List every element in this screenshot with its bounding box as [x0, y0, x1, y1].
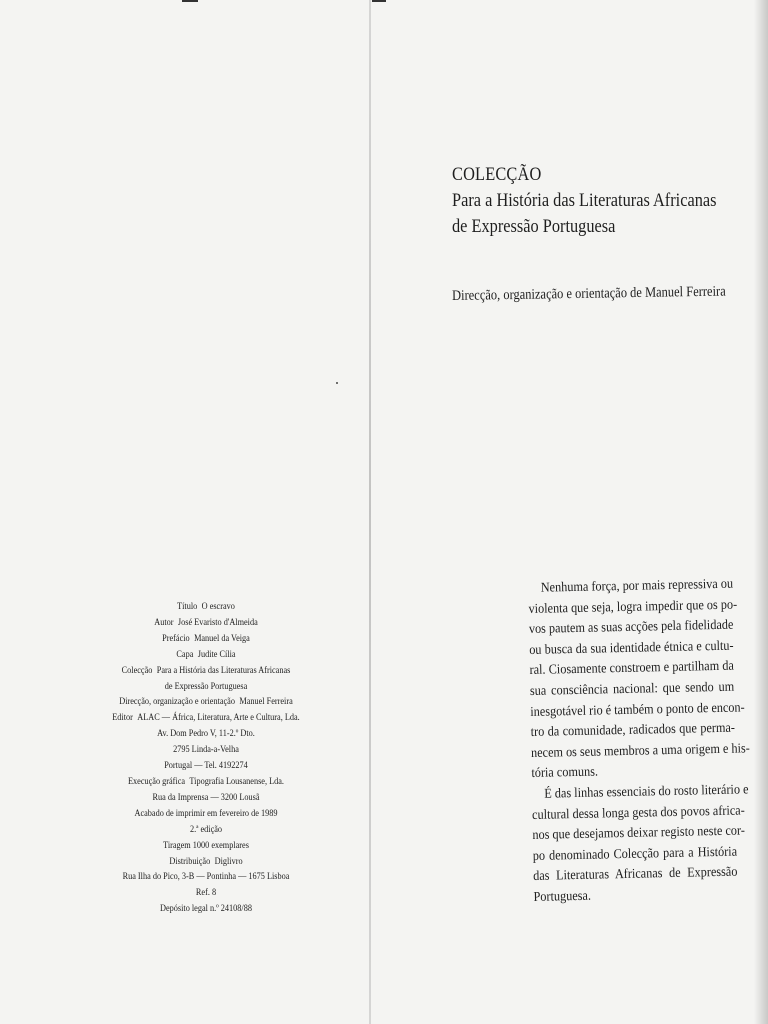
- direction-credit: Direcção, organização e orientação de Manuel Ferreira: [452, 283, 726, 304]
- intro-line-text: das Literaturas Africanas de Expressão: [533, 863, 738, 884]
- colophon-line: [88, 823, 324, 839]
- colophon-value: Manuel da Veiga: [194, 633, 250, 644]
- speck: [336, 382, 338, 384]
- intro-line-text: violenta que seja, logra impedir que os po-: [528, 596, 738, 616]
- colophon-line: [88, 743, 324, 759]
- colophon-value: Depósito legal n.º 24108/88: [160, 904, 252, 915]
- colophon-line: [88, 632, 324, 648]
- colophon-label: Editor: [112, 713, 133, 724]
- right-page: [370, 0, 768, 1024]
- colophon: [88, 600, 324, 918]
- colophon-line: [88, 711, 324, 727]
- collection-heading: COLECÇÃO: [452, 164, 542, 185]
- page-edge-shadow: [754, 0, 768, 1024]
- colophon-value: Tipografia Lousanense, Lda.: [189, 776, 284, 787]
- collection-subtitle-line1: Para a História das Literaturas Africanas: [452, 190, 717, 211]
- colophon-value: Ref. 8: [195, 888, 217, 899]
- colophon-value: Rua Ilha do Pico, 3-B — Pontinha — 1675 Lisboa: [122, 872, 290, 883]
- intro-line-text: po denominado Colecção para a História: [532, 843, 738, 863]
- intro-line-text: vos pautem as suas acções pela fidelidade: [528, 616, 734, 637]
- intro-line-text: ou busca da sua identidade étnica e cultu-: [529, 637, 734, 657]
- colophon-value: Para a História das Literaturas Africanas: [156, 665, 291, 676]
- colophon-line: [88, 664, 324, 680]
- colophon-value: Manuel Ferreira: [239, 697, 293, 708]
- colophon-label: Autor: [154, 617, 174, 628]
- left-page: [0, 0, 370, 1024]
- intro-line: [533, 882, 738, 907]
- intro-line-text: É das linhas essenciais do rosto literário e: [544, 781, 749, 801]
- collection-subtitle-line2: de Expressão Portuguesa: [452, 216, 616, 237]
- colophon-line: [88, 600, 324, 616]
- colophon-value: Portugal — Tel. 4192274: [164, 761, 248, 772]
- colophon-value: Diglivro: [214, 856, 243, 867]
- colophon-line: [88, 759, 324, 775]
- collection-title-block: [452, 162, 717, 240]
- colophon-value: José Evaristo d'Almeida: [177, 617, 258, 628]
- colophon-line: [88, 839, 324, 855]
- colophon-line: [88, 791, 324, 807]
- colophon-line: [88, 695, 324, 711]
- colophon-value: O escravo: [201, 602, 235, 612]
- colophon-line: [88, 870, 324, 886]
- colophon-value: 2.ª edição: [189, 824, 223, 835]
- colophon-line: [88, 616, 324, 632]
- colophon-label: Execução gráfica: [128, 776, 186, 787]
- intro-paragraph: [528, 574, 750, 908]
- colophon-label: Distribuição: [169, 856, 211, 867]
- colophon-label: Título: [177, 602, 198, 612]
- colophon-value: 2795 Linda-a-Velha: [173, 745, 239, 756]
- colophon-value: Tiragem 1000 exemplares: [163, 840, 249, 851]
- intro-line-text: nos que desejamos deixar registo neste cor-: [532, 822, 745, 843]
- colophon-label: Colecção: [121, 665, 153, 676]
- colophon-value: ALAC — África, Literatura, Arte e Cultura, Lda.: [137, 713, 300, 724]
- colophon-line: [88, 775, 324, 791]
- intro-line-text: tória comuns.: [531, 763, 599, 781]
- intro-line-text: inesgotável rio é também o ponto de encon-: [530, 698, 745, 719]
- colophon-line: [88, 855, 324, 871]
- colophon-line: [88, 886, 324, 902]
- colophon-value: Rua da Imprensa — 3200 Lousã: [152, 792, 260, 803]
- colophon-value: Judite Cília: [197, 649, 236, 660]
- colophon-label: Direcção, organização e orientação: [119, 697, 235, 708]
- colophon-line: [88, 727, 324, 743]
- colophon-label: Capa: [176, 649, 194, 660]
- intro-line-text: tro da comunidade, radicados que perma-: [530, 719, 736, 740]
- intro-line-text: Nenhuma força, por mais repressiva ou: [540, 575, 734, 595]
- colophon-line: [88, 648, 324, 664]
- intro-line-text: sua consciência nacional: que sendo um: [529, 678, 735, 698]
- colophon-value: Acabado de imprimir em fevereiro de 1989: [134, 808, 278, 819]
- intro-line-text: cultural dessa longa gesta dos povos africa-: [531, 801, 745, 822]
- colophon-value: de Expressão Portuguesa: [164, 681, 248, 692]
- intro-line-text: necem os seus membros a uma origem e his-: [530, 740, 750, 760]
- colophon-value: Av. Dom Pedro V, 11-2.º Dto.: [157, 729, 255, 740]
- colophon-line: [88, 680, 324, 696]
- colophon-line: [88, 807, 324, 823]
- intro-line-text: ral. Ciosamente constroem e partilham da: [529, 658, 734, 678]
- colophon-line: [88, 902, 324, 918]
- colophon-label: Prefácio: [162, 633, 190, 644]
- intro-line-text: Portuguesa.: [533, 887, 592, 904]
